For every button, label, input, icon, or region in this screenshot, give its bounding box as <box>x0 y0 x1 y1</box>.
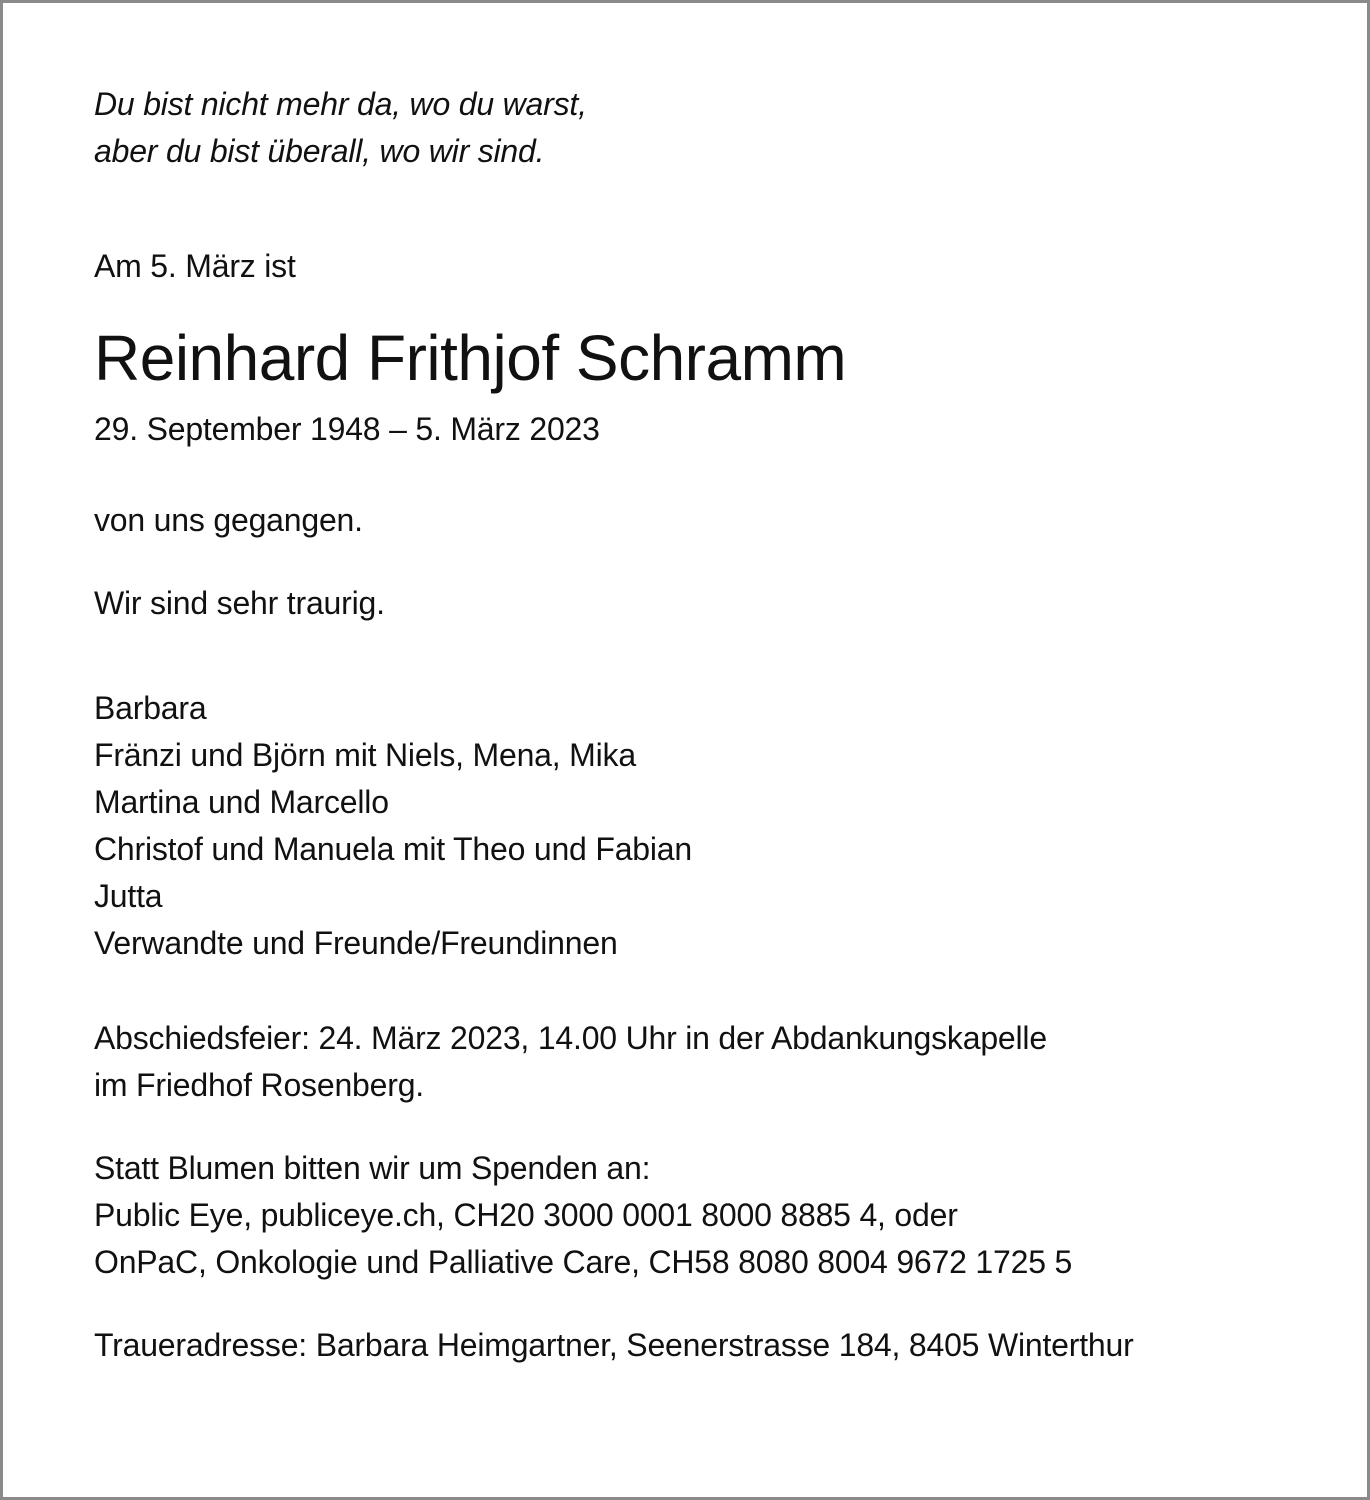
mourner: Jutta <box>94 878 163 914</box>
notice-content <box>94 81 1334 1369</box>
verse-line-2: aber du bist überall, wo wir sind. <box>94 133 545 169</box>
intro-text: Am 5. März ist <box>94 248 296 284</box>
mourning-address-text: Traueradresse: Barbara Heimgartner, Seenerstrasse 184, 8405 Winterthur <box>94 1327 1134 1363</box>
life-dates <box>94 406 1334 453</box>
passed-away-text: von uns gegangen. <box>94 502 363 538</box>
service-line-2: im Friedhof Rosenberg. <box>94 1067 424 1103</box>
verse-line-1: Du bist nicht mehr da, wo du warst, <box>94 86 587 122</box>
service-line-1: Abschiedsfeier: 24. März 2023, 14.00 Uhr in der Abdankungskapelle <box>94 1020 1047 1056</box>
mourner: Christof und Manuela mit Theo und Fabian <box>94 831 692 867</box>
mourner: Fränzi und Björn mit Niels, Mena, Mika <box>94 737 636 773</box>
passed-away <box>94 497 1334 544</box>
sorrow-text: Wir sind sehr traurig. <box>94 585 385 621</box>
donations-line-1: Statt Blumen bitten wir um Spenden an: <box>94 1150 651 1186</box>
mourner: Barbara <box>94 690 207 726</box>
life-dates-text: 29. September 1948 – 5. März 2023 <box>94 411 600 447</box>
mourning-address <box>94 1322 1334 1369</box>
deceased-name: Reinhard Frithjof Schramm <box>94 322 847 394</box>
mourner: Verwandte und Freunde/Freundinnen <box>94 925 618 961</box>
verse <box>94 81 1334 175</box>
intro <box>94 243 1334 290</box>
donations-line-2: Public Eye, publiceye.ch, CH20 3000 0001 8000 8885 4, oder <box>94 1197 958 1233</box>
donations-line-3: OnPaC, Onkologie und Palliative Care, CH58 8080 8004 9672 1725 5 <box>94 1244 1073 1280</box>
funeral-service <box>94 1015 1334 1109</box>
mourners-list <box>94 685 1334 967</box>
sorrow <box>94 580 1334 627</box>
mourner: Martina und Marcello <box>94 784 389 820</box>
donations <box>94 1145 1334 1286</box>
